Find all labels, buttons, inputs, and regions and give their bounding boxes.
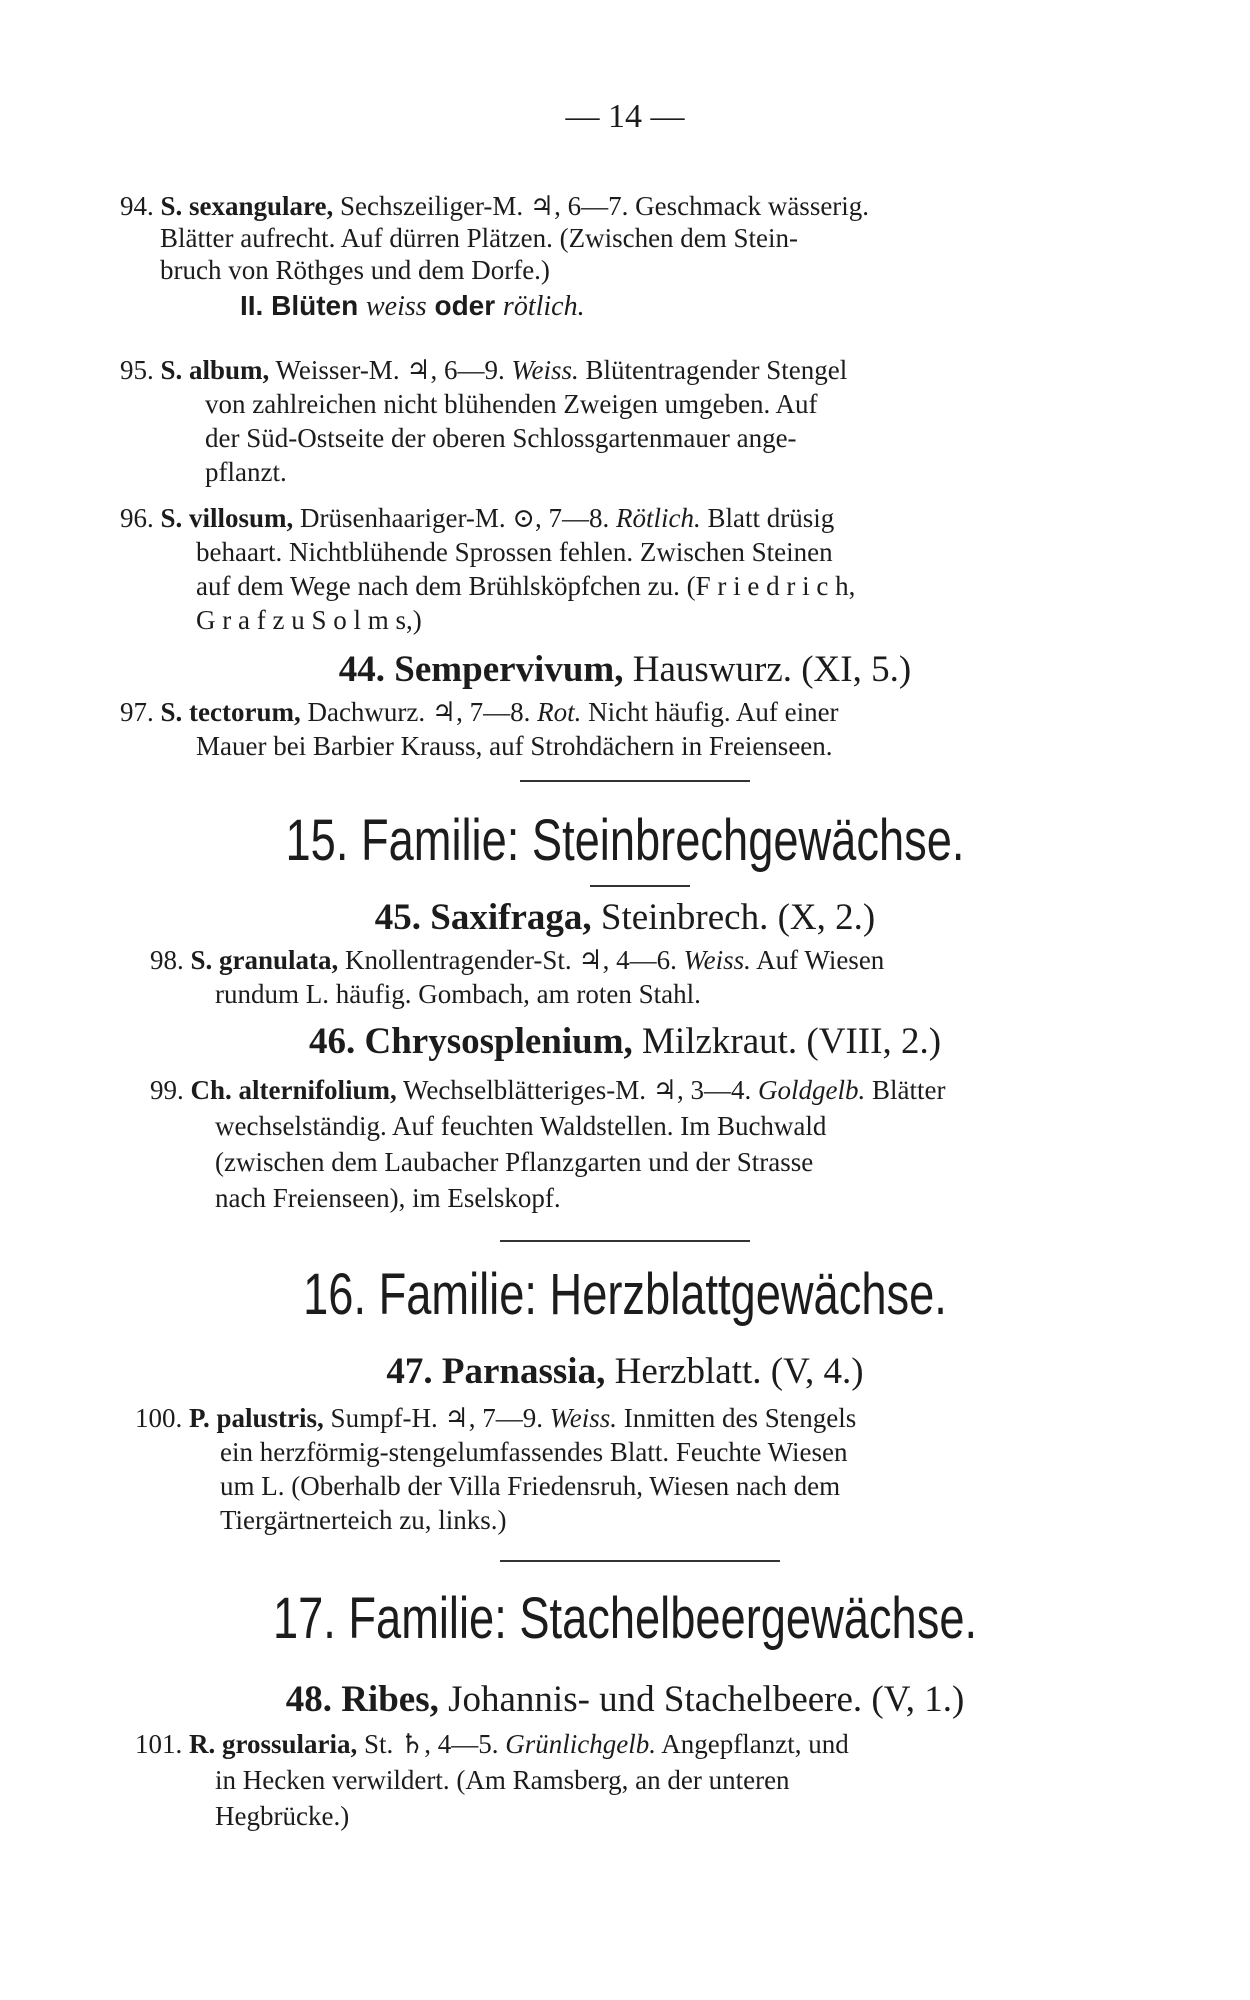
entry-100-line-3: um L. (Oberhalb der Villa Friedensruh, Wiesen nach dem (220, 1471, 841, 1501)
entry-95-line-3: der Süd-Ostseite der oberen Schlossgartenmauer ange- (205, 423, 797, 453)
family-heading-16: 16. Familie: Herzblattgewächse. (303, 1262, 947, 1327)
entry-96-line-3: auf dem Wege nach dem Brühlsköpfchen zu. (F r i e d r i c h, (196, 571, 856, 601)
entry-95-line-1: 95. S. album, Weisser-M. ♃, 6—9. Weiss. Blütentragender Stengel (120, 355, 848, 385)
entry-100-line-1: 100. P. palustris, Sumpf-H. ♃, 7—9. Weiss. Inmitten des Stengels (135, 1403, 857, 1433)
divider-rule (520, 780, 750, 782)
entry-101-line-3: Hegbrücke.) (215, 1801, 350, 1831)
entry-95-line-2: von zahlreichen nicht blühenden Zweigen umgeben. Auf (205, 389, 818, 419)
entry-99-line-1: 99. Ch. alternifolium, Wechselblätteriges-M. ♃, 3—4. Goldgelb. Blätter (150, 1075, 946, 1105)
entry-94-line-3: bruch von Röthges und dem Dorfe.) (160, 255, 550, 285)
genus-heading-45: 45. Saxifraga, Steinbrech. (X, 2.) (374, 897, 876, 938)
species-name: S. tectorum, (160, 697, 301, 727)
entry-101-line-1: 101. R. grossularia, St. ♄, 4—5. Grünlichgelb. Angepflanzt, und (135, 1729, 849, 1759)
species-name: S. sexangulare, (160, 191, 334, 221)
family-heading-17: 17. Familie: Stachelbeergewächse. (272, 1586, 978, 1651)
entry-97-line-1: 97. S. tectorum, Dachwurz. ♃, 7—8. Rot. Nicht häufig. Auf einer (120, 697, 839, 727)
entry-99-line-2: wechselständig. Auf feuchten Waldstellen. Im Buchwald (215, 1111, 827, 1141)
subheading: II. Blüten weiss oder rötlich. (240, 290, 585, 322)
entry-101-line-2: in Hecken verwildert. (Am Ramsberg, an der unteren (215, 1765, 790, 1795)
species-name: S. granulata, (190, 945, 339, 975)
entry-98-line-1: 98. S. granulata, Knollentragender-St. ♃, 4—6. Weiss. Auf Wiesen (150, 945, 885, 975)
entry-96-line-1: 96. S. villosum, Drüsenhaariger-M. ⊙, 7—8. Rötlich. Blatt drüsig (120, 503, 835, 533)
divider-rule (500, 1560, 780, 1562)
entry-96-line-2: behaart. Nichtblühende Sprossen fehlen. Zwischen Steinen (196, 537, 833, 567)
divider-rule (500, 1240, 750, 1242)
entry-99-line-4: nach Freienseen), im Eselskopf. (215, 1183, 561, 1213)
species-name: P. palustris, (189, 1403, 324, 1433)
entry-96-line-4: G r a f z u S o l m s,) (196, 605, 422, 635)
entry-100-line-4: Tiergärtnerteich zu, links.) (220, 1505, 507, 1535)
species-name: Ch. alternifolium, (190, 1075, 397, 1105)
entry-100-line-2: ein herzförmig-stengelumfassendes Blatt. Feuchte Wiesen (220, 1437, 848, 1467)
genus-heading-48: 48. Ribes, Johannis- und Stachelbeere. (V, 1.) (285, 1679, 965, 1720)
genus-heading-47: 47. Parnassia, Herzblatt. (V, 4.) (386, 1351, 864, 1392)
entry-97-line-2: Mauer bei Barbier Krauss, auf Strohdächern in Freienseen. (196, 731, 833, 761)
genus-heading-44: 44. Sempervivum, Hauswurz. (XI, 5.) (338, 649, 912, 690)
family-heading-15: 15. Familie: Steinbrechgewächse. (285, 808, 965, 873)
entry-94-line-1: 94. S. sexangulare, Sechszeiliger-M. ♃, 6—7. Geschmack wässerig. (120, 191, 870, 221)
entry-98-line-2: rundum L. häufig. Gombach, am roten Stahl. (215, 979, 701, 1009)
species-name: S. album, (160, 355, 270, 385)
entry-94-line-2: Blätter aufrecht. Auf dürren Plätzen. (Zwischen dem Stein- (160, 223, 799, 253)
page-number: — 14 — (565, 98, 685, 135)
genus-heading-46: 46. Chrysosplenium, Milzkraut. (VIII, 2.) (308, 1021, 942, 1062)
divider-rule (590, 885, 690, 887)
entry-95-line-4: pflanzt. (205, 457, 287, 487)
species-name: S. villosum, (160, 503, 294, 533)
entry-99-line-3: (zwischen dem Laubacher Pflanzgarten und der Strasse (215, 1147, 814, 1177)
species-name: R. grossularia, (189, 1729, 358, 1759)
